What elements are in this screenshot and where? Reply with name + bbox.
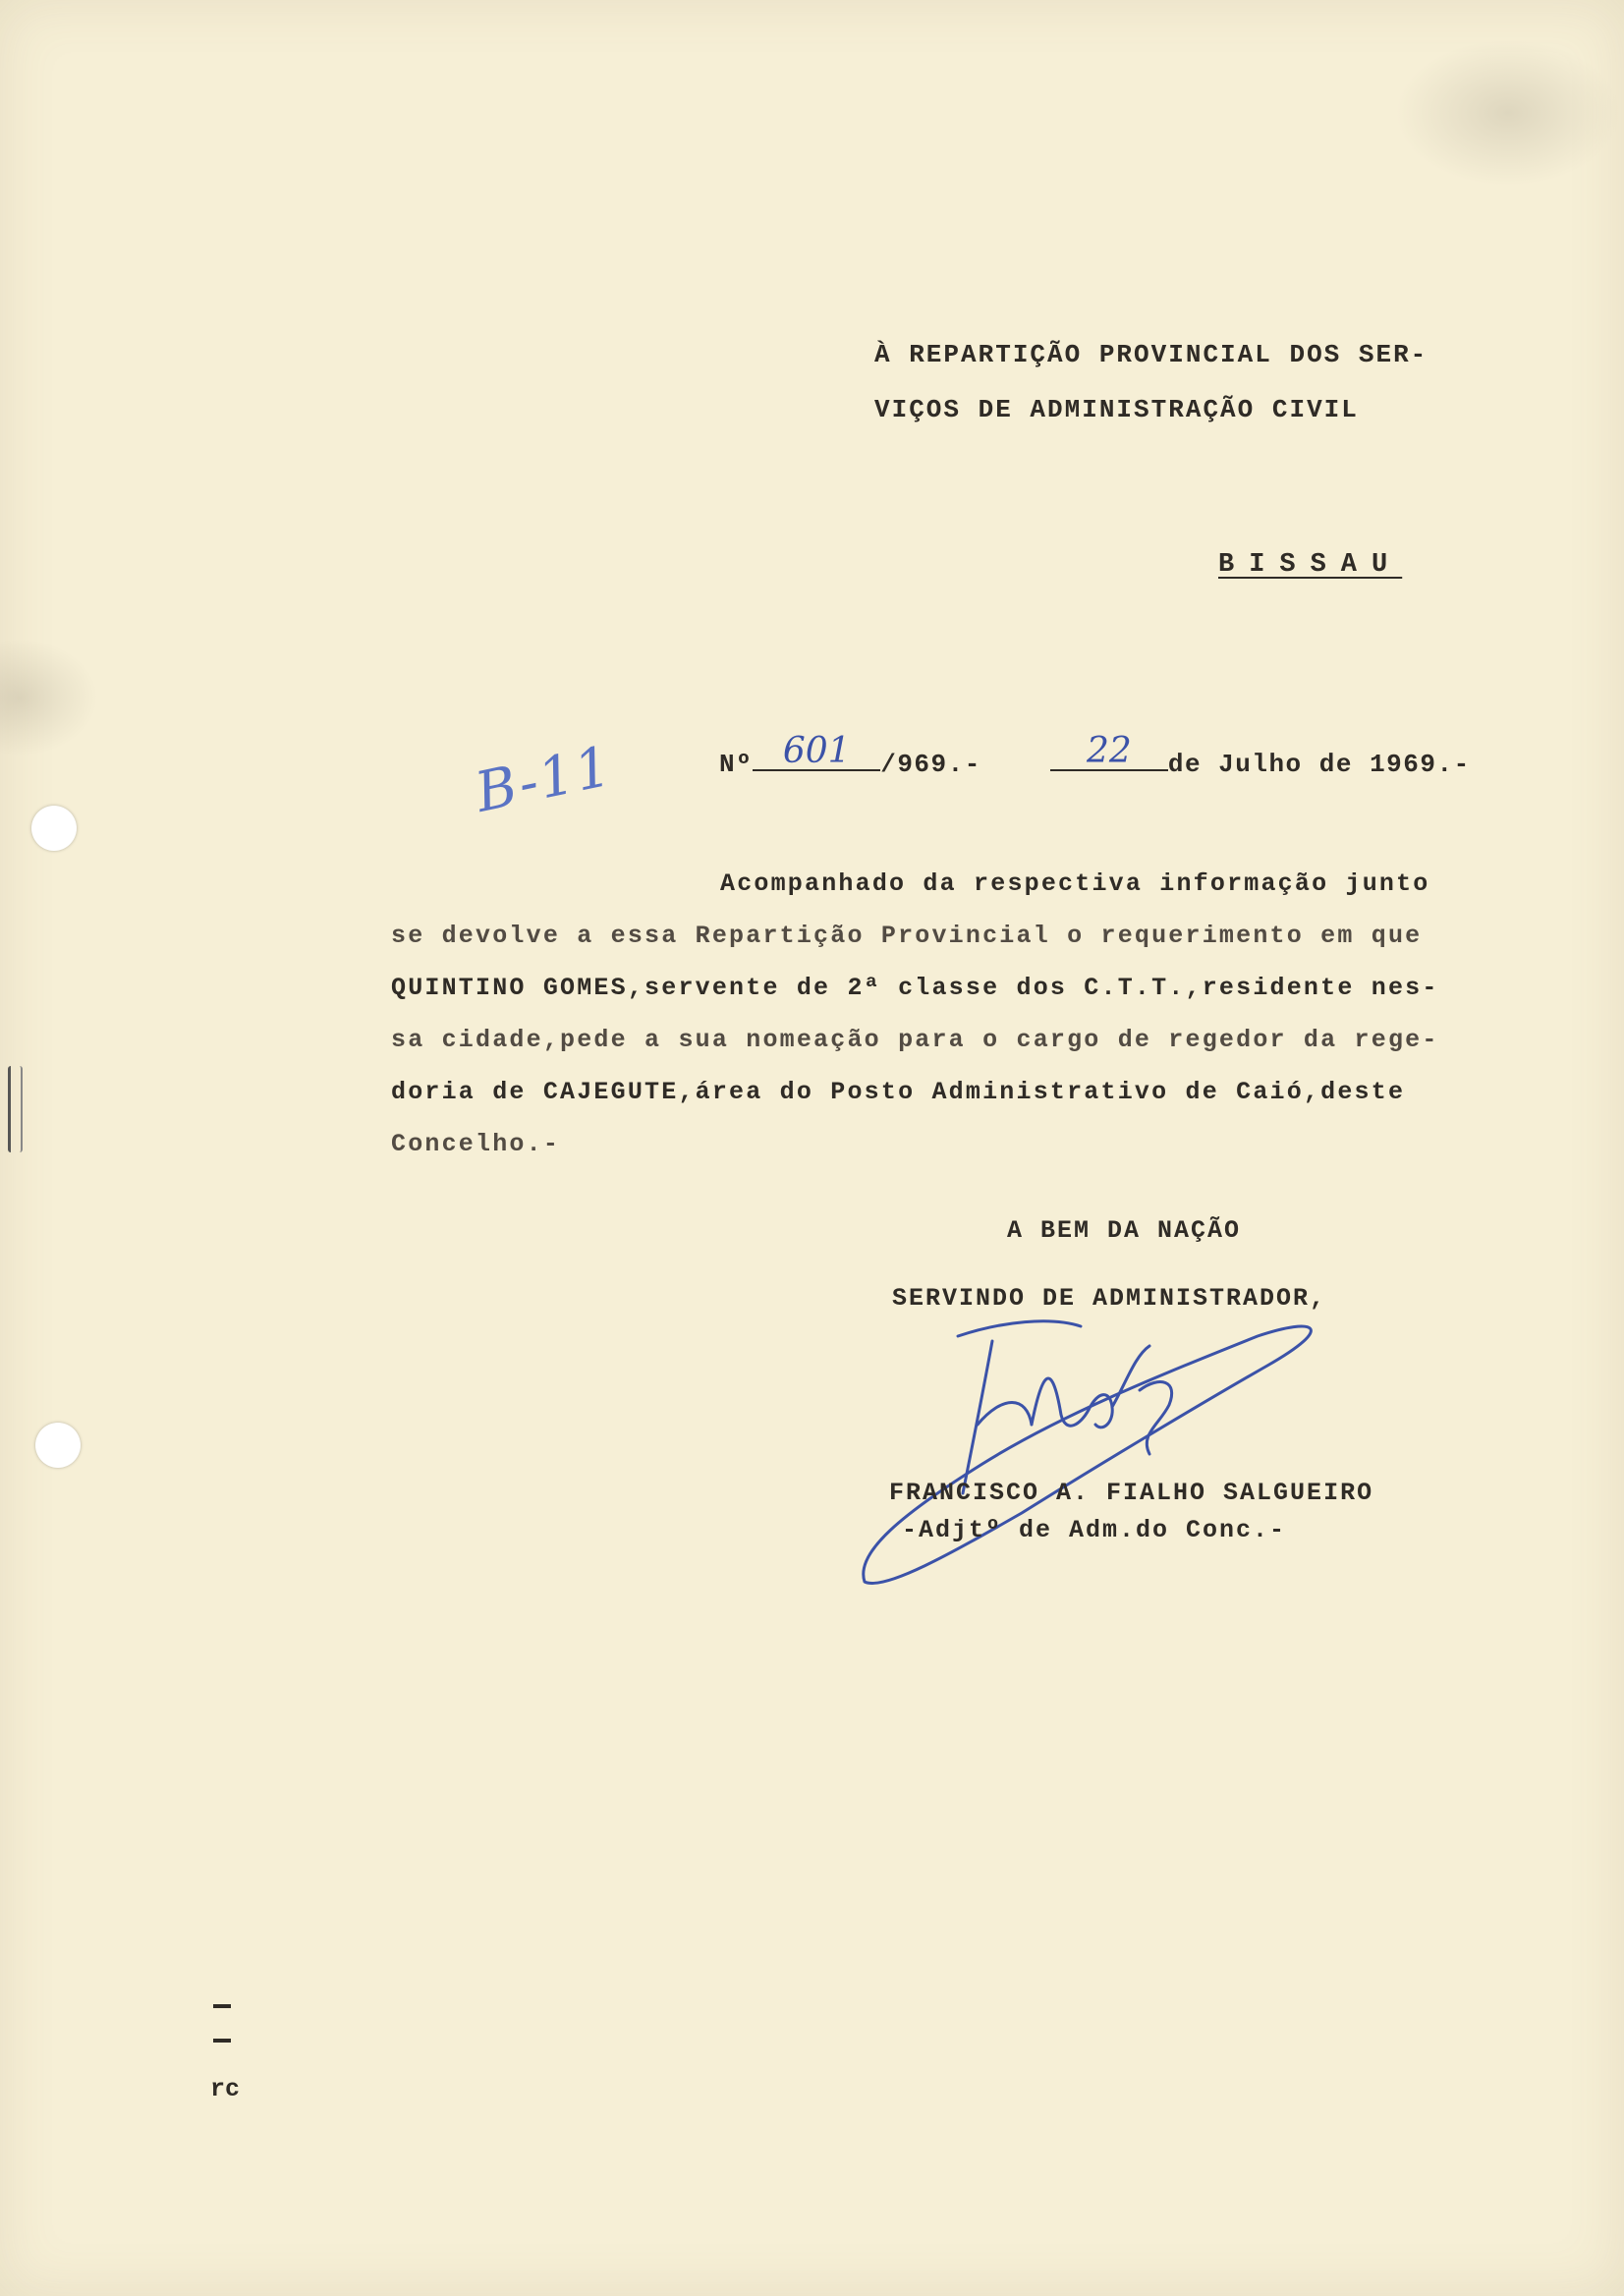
reference-number-field <box>753 731 880 771</box>
reference-prefix: Nº <box>719 750 754 779</box>
typist-initials: rc <box>210 2075 241 2103</box>
closing-role: SERVINDO DE ADMINISTRADOR, <box>892 1284 1327 1313</box>
reference-line <box>719 731 1471 779</box>
body-line-2: se devolve a essa Repartição Provincial o requerimento em que <box>391 922 1423 950</box>
punch-hole-top <box>31 806 77 851</box>
punch-hole-bottom <box>35 1423 81 1468</box>
closing-salutation: A BEM DA NAÇÃO <box>1007 1216 1242 1245</box>
date-rest: de Julho de 1969.- <box>1167 750 1471 779</box>
paper-smudge <box>1395 39 1621 187</box>
handwritten-signature <box>845 1297 1356 1592</box>
paper-smudge <box>0 639 98 756</box>
footer-dash-1 <box>213 2004 231 2008</box>
staple-mark <box>8 1066 23 1152</box>
address-city: BISSAU <box>1218 550 1403 580</box>
date-day-handwritten: 22 <box>1086 731 1132 771</box>
address-line-1: À REPARTIÇÃO PROVINCIAL DOS SER- <box>874 340 1428 369</box>
body-line-6: Concelho.- <box>391 1130 561 1158</box>
reference-number-handwritten: 601 <box>782 731 851 771</box>
address-line-2: VIÇOS DE ADMINISTRAÇÃO CIVIL <box>874 395 1359 424</box>
reference-year: /969.- <box>880 750 981 779</box>
signer-title: -Adjtº de Adm.do Conc.- <box>902 1516 1287 1544</box>
margin-note-handwritten: B-11 <box>470 734 619 825</box>
signer-name: FRANCISCO A. FIALHO SALGUEIRO <box>889 1479 1374 1507</box>
body-line-4: sa cidade,pede a sua nomeação para o cargo de regedor da rege- <box>391 1026 1439 1054</box>
body-line-3: QUINTINO GOMES,servente de 2ª classe dos C.T.T.,residente nes- <box>391 974 1439 1002</box>
date-day-field <box>1050 731 1168 771</box>
footer-dash-2 <box>213 2039 231 2043</box>
body-line-1: Acompanhado da respectiva informação junto <box>720 869 1430 898</box>
body-line-5: doria de CAJEGUTE,área do Posto Administrativo de Caió,deste <box>391 1078 1406 1106</box>
